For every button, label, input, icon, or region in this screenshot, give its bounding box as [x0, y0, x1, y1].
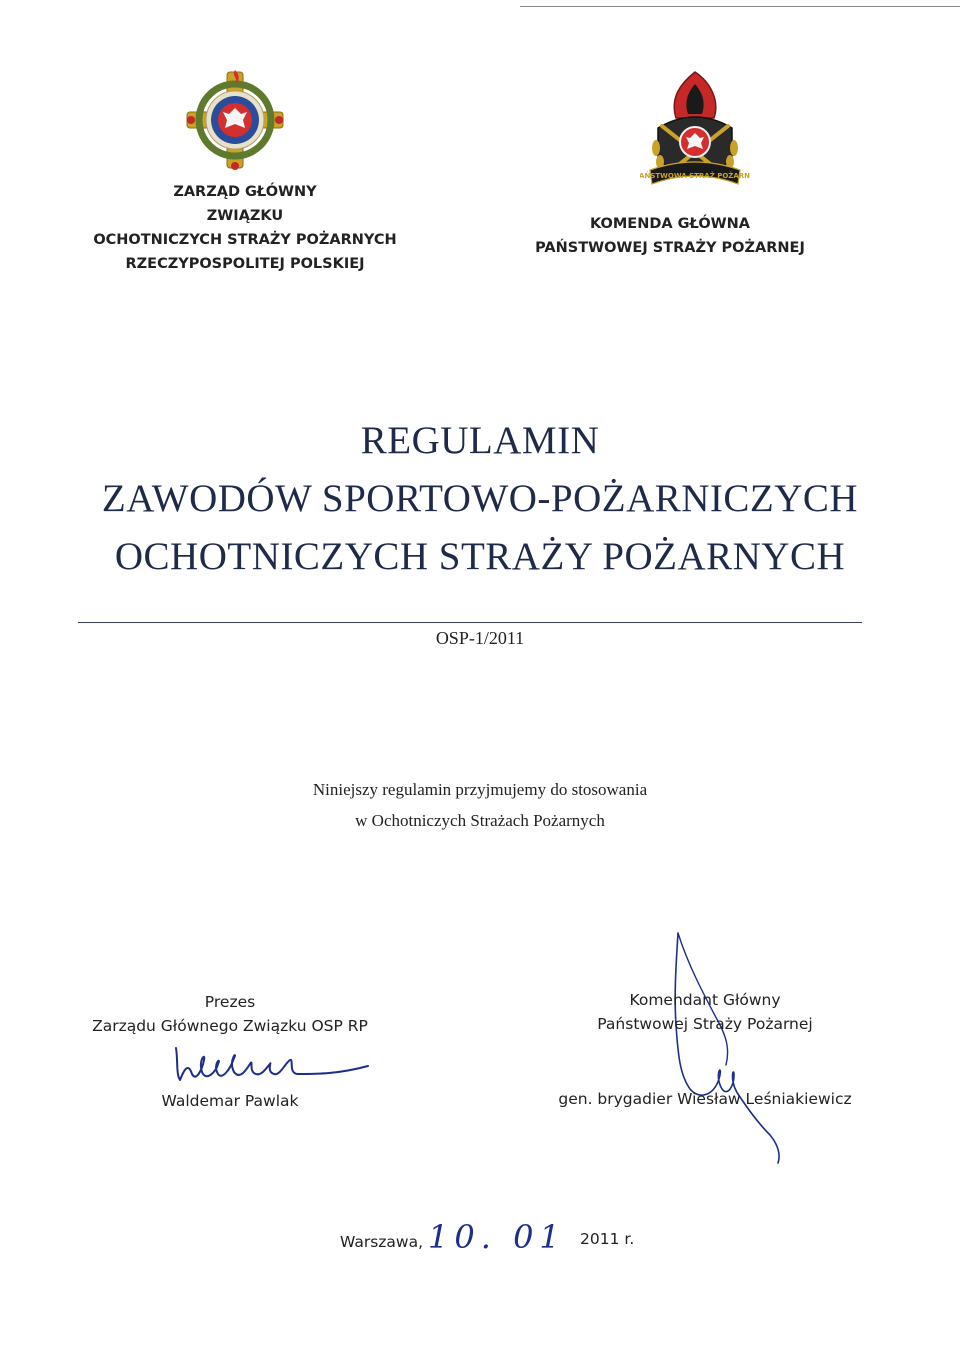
right-org-line-2: PAŃSTWOWEJ STRAŻY POŻARNEJ — [535, 240, 805, 256]
left-signatory-name: Waldemar Pawlak — [161, 1092, 299, 1110]
left-org-line-1: ZARZĄD GŁÓWNY — [173, 184, 317, 200]
adoption-line-1: Niniejszy regulamin przyjmujemy do stosowania — [312, 780, 648, 799]
place-label: Warszawa, — [340, 1233, 424, 1251]
osp-emblem-icon — [185, 70, 285, 170]
psp-banner-text: PAŃSTWOWA STRAŻ POŻARNA — [640, 172, 750, 180]
title-line-1: REGULAMIN — [360, 419, 600, 462]
right-org-line-1: KOMENDA GŁÓWNA — [589, 216, 751, 232]
left-organization-block — [60, 180, 430, 276]
left-org-line-4: RZECZYPOSPOLITEJ POLSKIEJ — [125, 256, 365, 272]
right-role-line-1: Komendant Główny — [629, 991, 781, 1009]
right-signatory-name: gen. brygadier Wiesław Leśniakiewicz — [558, 1090, 852, 1108]
title-divider — [78, 622, 862, 623]
adoption-statement — [0, 774, 960, 836]
right-organization-block — [520, 212, 820, 260]
left-role-line-2: Zarządu Głównego Związku OSP RP — [92, 1017, 368, 1035]
document-title-block — [0, 418, 960, 579]
left-handwritten-signature — [168, 1030, 378, 1090]
left-org-line-3: OCHOTNICZYCH STRAŻY POŻARNYCH — [93, 232, 397, 248]
right-handwritten-signature — [630, 925, 800, 1165]
right-signatory-role — [570, 988, 840, 1036]
right-role-line-2: Państwowej Straży Pożarnej — [597, 1015, 813, 1033]
handwritten-date: 10. 01 — [428, 1218, 566, 1256]
year-label: 2011 r. — [580, 1230, 635, 1248]
title-line-3: OCHOTNICZYCH STRAŻY POŻARNYCH — [114, 535, 846, 578]
left-org-line-2: ZWIĄZKU — [206, 208, 284, 224]
document-code: OSP-1/2011 — [435, 628, 525, 648]
adoption-line-2: w Ochotniczych Strażach Pożarnych — [355, 811, 605, 830]
scan-edge-line — [520, 6, 960, 7]
title-line-2: ZAWODÓW SPORTOWO-POŻARNICZYCH — [101, 477, 859, 520]
left-role-line-1: Prezes — [204, 993, 256, 1011]
psp-emblem-icon — [640, 70, 750, 195]
